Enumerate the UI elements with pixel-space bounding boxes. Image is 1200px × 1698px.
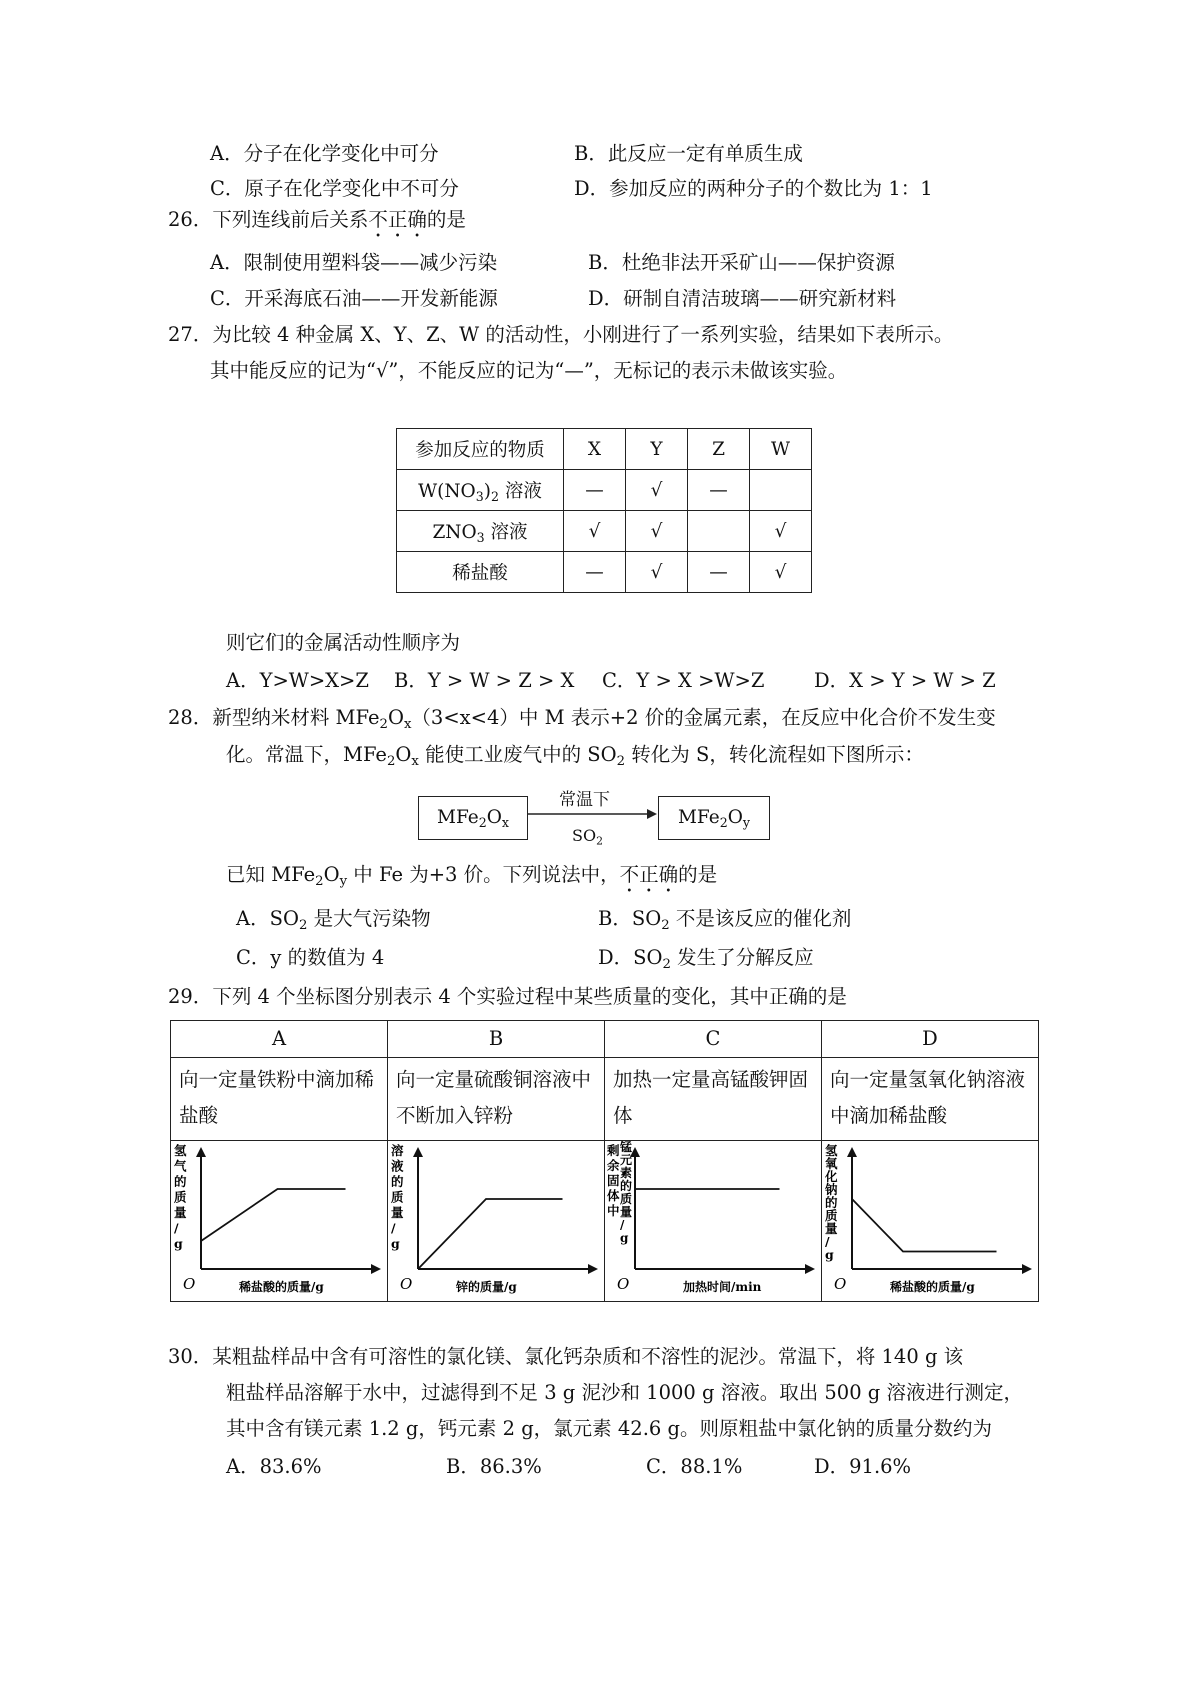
data-line — [201, 1189, 346, 1241]
x-axis-label: 稀盐酸的质量/g — [239, 1280, 324, 1294]
table-cell: √ — [626, 511, 688, 552]
option-header: D — [822, 1021, 1039, 1058]
option-description: 加热一定量高锰酸钾固体 — [605, 1058, 822, 1141]
q27-option-b: B．Y > W > Z > X — [394, 669, 575, 692]
x-axis-label: 稀盐酸的质量/g — [890, 1280, 975, 1294]
table-header-cell: 参加反应的物质 — [397, 429, 564, 470]
table-cell — [750, 470, 812, 511]
table-cell — [688, 511, 750, 552]
table-header-cell: W — [750, 429, 812, 470]
table-row — [397, 470, 812, 511]
q30-option-a: A．83.6% — [226, 1455, 322, 1478]
option-header: C — [605, 1021, 822, 1058]
origin-label: O — [183, 1275, 196, 1293]
y-axis-label-char: 气 — [174, 1158, 187, 1174]
row-label: $ZNO_3$ 溶液 — [397, 511, 564, 552]
q27-stem-line1: 27．为比较 4 种金属 X、Y、Z、W 的活动性，小刚进行了一系列实验，结果如下表所示。 — [168, 323, 954, 346]
table-cell: √ — [750, 511, 812, 552]
q26-stem: 26．下列连线前后关系不正确的是 — [168, 208, 466, 231]
table-header-row — [397, 429, 812, 470]
q28-option-b: B．$SO_2$ 不是该反应的催化剂 — [598, 907, 852, 933]
data-line — [852, 1199, 997, 1252]
q27-option-d: D．X > Y > W > Z — [814, 669, 996, 692]
graph-a — [171, 1141, 387, 1296]
table-row — [397, 511, 812, 552]
y-axis-label-char: g — [174, 1236, 183, 1251]
y-axis-label-char: 的 — [174, 1174, 187, 1189]
y-axis-label-char: 中 — [607, 1203, 620, 1218]
y-axis-label-char: 余 — [607, 1158, 620, 1173]
graph-cell — [171, 1141, 388, 1302]
x-axis-arrow-icon — [805, 1264, 815, 1274]
origin-label: O — [617, 1275, 630, 1293]
option-description: 向一定量氢氧化钠溶液中滴加稀盐酸 — [822, 1058, 1039, 1141]
graph-cell — [605, 1141, 822, 1302]
table-header-cell: Y — [626, 429, 688, 470]
graph-c — [605, 1141, 821, 1296]
flow-box-product: $MFe_2O_y$ — [658, 796, 770, 840]
y-axis-label-char: 质 — [825, 1208, 838, 1223]
y-axis-label-char: g — [825, 1247, 834, 1262]
y-axis-label-char: 氢 — [174, 1143, 187, 1158]
q28-option-d: D．$SO_2$ 发生了分解反应 — [598, 946, 814, 972]
y-axis-label-char: / — [174, 1220, 179, 1236]
q30-stem-line2: 粗盐样品溶解于水中，过滤得到不足 3 g 泥沙和 1000 g 溶液。取出 500 g 溶液进行测定， — [226, 1381, 1023, 1404]
q25-option-b: B．此反应一定有单质生成 — [574, 142, 803, 165]
q30-option-c: C．88.1% — [646, 1455, 743, 1478]
origin-label: O — [834, 1275, 847, 1293]
flow-box-reactant: $MFe_2O_x$ — [418, 796, 528, 840]
table-cell: √ — [750, 552, 812, 593]
table-row — [397, 552, 812, 593]
table-cell: — — [564, 470, 626, 511]
y-axis-label-char: 锰 — [620, 1141, 633, 1154]
y-axis-label-char: 固 — [607, 1173, 620, 1188]
q26-option-c: C．开采海底石油——开发新能源 — [210, 287, 498, 310]
y-axis-label-char: 氧 — [825, 1156, 838, 1171]
y-axis-label-char: 质 — [174, 1189, 187, 1205]
q27-stem-line2: 其中能反应的记为“√”，不能反应的记为“—”，无标记的表示未做该实验。 — [210, 359, 848, 382]
table-header-cell: X — [564, 429, 626, 470]
q28-option-a: A．$SO_2$ 是大气污染物 — [236, 907, 431, 933]
q28-known: 已知 $MFe_2O_y$ 中 Fe 为+3 价。下列说法中，不正确的是 — [226, 863, 718, 889]
y-axis-label-char: 溶 — [391, 1143, 404, 1158]
option-description: 向一定量硫酸铜溶液中不断加入锌粉 — [388, 1058, 605, 1141]
q25-option-a: A．分子在化学变化中可分 — [210, 142, 439, 165]
q27-question: 则它们的金属活动性顺序为 — [226, 631, 461, 654]
q28-stem-line1: 28．新型纳米材料 $MFe_2O_x(3<x<4)$中 M 表示+2 价的金属元素，在反应中化合价不发生变 — [168, 706, 996, 732]
x-axis-label: 加热时间/min — [683, 1280, 762, 1294]
q30-stem-line1: 30．某粗盐样品中含有可溶性的氯化镁、氯化钙杂质和不溶性的泥沙。常温下，将 140 g 该 — [168, 1345, 964, 1368]
y-axis-label-char: 氢 — [825, 1143, 838, 1158]
graph-cell — [388, 1141, 605, 1302]
y-axis-label-char: 量 — [620, 1205, 633, 1219]
y-axis-label-char: 的 — [620, 1179, 633, 1193]
q30-option-d: D．91.6% — [814, 1455, 912, 1478]
flow-arrow — [527, 806, 657, 822]
row-label: 稀盐酸 — [397, 552, 564, 593]
table-cell: — — [688, 470, 750, 511]
graph-b — [388, 1141, 604, 1296]
table-header-cell: Z — [688, 429, 750, 470]
x-axis-arrow-icon — [371, 1264, 381, 1274]
y-axis-label-char: 质 — [391, 1189, 404, 1205]
x-axis-arrow-icon — [588, 1264, 598, 1274]
y-axis-label-char: / — [825, 1234, 830, 1249]
y-axis-label-char: g — [620, 1231, 629, 1245]
y-axis-label-char: / — [620, 1218, 625, 1232]
flow-arrow-top-label: 常温下 — [559, 790, 610, 810]
q25-option-d: D．参加反应的两种分子的个数比为 1：1 — [574, 177, 933, 200]
graph-d — [822, 1141, 1038, 1296]
q27-table — [396, 428, 812, 593]
y-axis-label-char: 剩 — [607, 1143, 620, 1158]
option-header: B — [388, 1021, 605, 1058]
x-axis-label: 锌的质量/g — [456, 1280, 517, 1294]
y-axis-label-char: 量 — [174, 1205, 187, 1220]
y-axis-label-char: 量 — [391, 1205, 404, 1220]
y-axis-label-char: / — [391, 1220, 396, 1236]
y-axis-label-char: 的 — [825, 1195, 838, 1210]
q30-stem-line3: 其中含有镁元素 1.2 g，钙元素 2 g，氯元素 42.6 g。则原粗盐中氯化钠的质量分数约为 — [226, 1417, 992, 1440]
y-axis-arrow-icon — [413, 1147, 423, 1157]
q26-option-a: A．限制使用塑料袋——减少污染 — [210, 251, 498, 274]
data-line — [418, 1199, 563, 1269]
table-cell: √ — [564, 511, 626, 552]
y-axis-label-char: 质 — [620, 1192, 633, 1206]
option-header: A — [171, 1021, 388, 1058]
q29-stem: 29．下列 4 个坐标图分别表示 4 个实验过程中某些质量的变化，其中正确的是 — [168, 985, 847, 1008]
y-axis-label-char: 液 — [391, 1158, 404, 1174]
y-axis-label-char: 体 — [607, 1188, 620, 1203]
y-axis-label-char: 元 — [620, 1153, 633, 1167]
y-axis-arrow-icon — [847, 1147, 857, 1157]
q26-option-b: B．杜绝非法开采矿山——保护资源 — [588, 251, 895, 274]
q27-option-c: C．Y > X >W>Z — [602, 669, 765, 692]
y-axis-arrow-icon — [196, 1147, 206, 1157]
row-label: $W(NO_3)_2$ 溶液 — [397, 470, 564, 511]
y-axis-label-char: 素 — [620, 1166, 633, 1180]
q28-stem-line2: 化。常温下，$MFe_2O_x$ 能使工业废气中的 $SO_2$ 转化为 S，转化流程如下图所示： — [226, 743, 924, 769]
table-cell: √ — [626, 470, 688, 511]
option-description: 向一定量铁粉中滴加稀盐酸 — [171, 1058, 388, 1141]
graph-cell — [822, 1141, 1039, 1302]
q29-graph-table — [170, 1020, 1039, 1302]
origin-label: O — [400, 1275, 413, 1293]
y-axis-label-char: 量 — [825, 1221, 838, 1236]
q30-option-b: B．86.3% — [446, 1455, 542, 1478]
y-axis-label-char: 的 — [391, 1174, 404, 1189]
table-cell: — — [688, 552, 750, 593]
q28-option-c: C．y 的数值为 4 — [236, 946, 385, 969]
flow-arrow-bottom-label: $SO_2$ — [572, 826, 603, 848]
q26-option-d: D．研制自清洁玻璃——研究新材料 — [588, 287, 897, 310]
q25-option-c: C．原子在化学变化中不可分 — [210, 177, 459, 200]
table-cell: √ — [626, 552, 688, 593]
table-cell: — — [564, 552, 626, 593]
y-axis-label-char: 钠 — [825, 1182, 838, 1197]
y-axis-label-char: 化 — [825, 1169, 838, 1184]
q27-option-a: A．Y>W>X>Z — [226, 669, 369, 692]
x-axis-arrow-icon — [1022, 1264, 1032, 1274]
y-axis-label-char: g — [391, 1236, 400, 1251]
